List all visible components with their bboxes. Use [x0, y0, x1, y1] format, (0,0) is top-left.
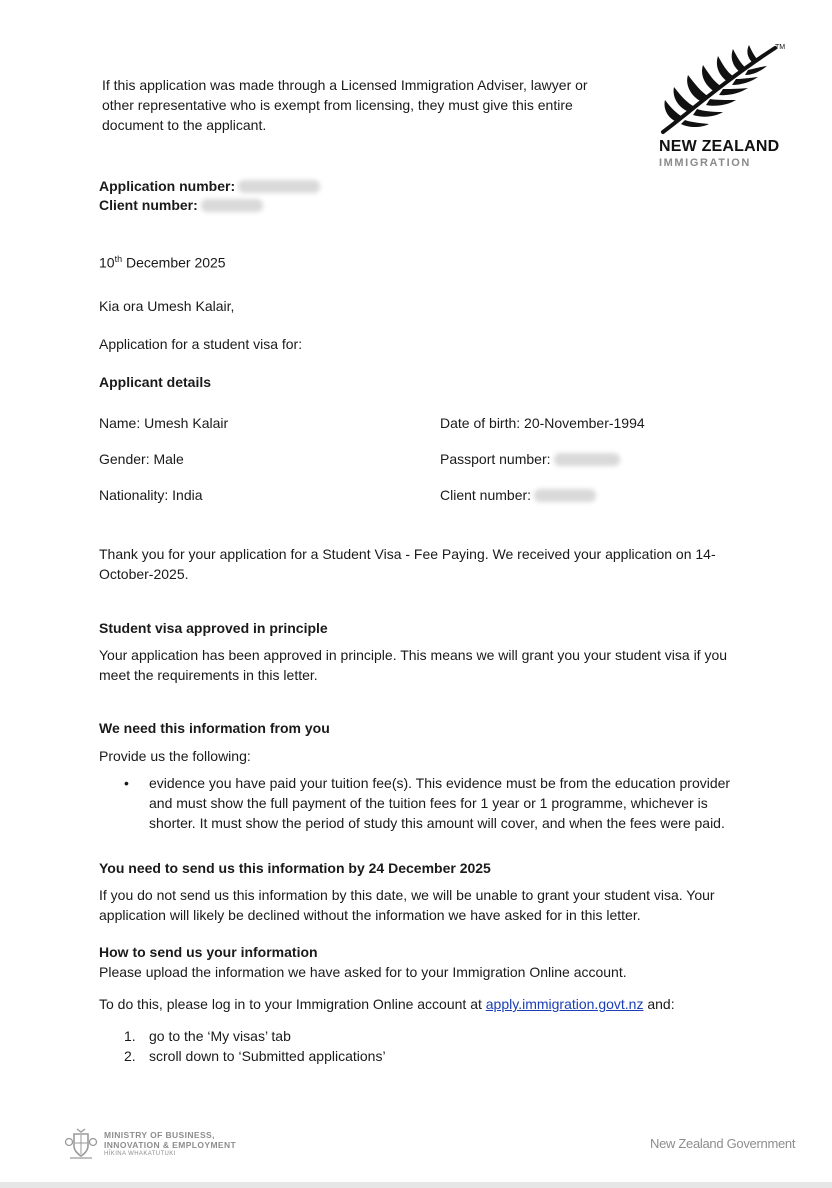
logo-line2: IMMIGRATION [659, 157, 751, 169]
mbie-line1: MINISTRY OF BUSINESS, [104, 1130, 215, 1140]
applicant-client-number: Client number: [440, 485, 596, 505]
redacted-value [534, 489, 596, 502]
applicant-dob: Date of birth: 20-November-1994 [440, 415, 645, 431]
approved-heading: Student visa approved in principle [99, 620, 328, 636]
applicant-details-heading: Applicant details [99, 374, 212, 390]
applicant-nationality: Nationality: India [99, 487, 203, 503]
how-to-heading: How to send us your information [99, 944, 318, 960]
requirements-list [99, 773, 735, 833]
deadline-body: If you do not send us this information by this date, we will be unable to grant your student visa. Your application will likely be declined without the information we have asked for in this letter. [99, 887, 715, 923]
page-bottom-edge [0, 1182, 832, 1188]
trademark-mark: TM [775, 44, 786, 51]
how-to-login: To do this, please log in to your Immigration Online account at apply.immigration.govt.nz and: [99, 996, 675, 1012]
mbie-line2: INNOVATION & EMPLOYMENT [104, 1140, 237, 1150]
need-info-heading: We need this information from you [99, 720, 330, 736]
immigration-online-link[interactable]: apply.immigration.govt.nz [485, 996, 644, 1012]
nz-immigration-logo [655, 44, 790, 174]
deadline-heading: You need to send us this information by 24 December 2025 [99, 860, 491, 876]
intro-note: If this application was made through a Licensed Immigration Adviser, lawyer or other representative who is exempt from licensing, they must give this entire document to the applicant. [102, 77, 588, 133]
silver-fern-icon [657, 44, 787, 136]
list-item: 1. go to the ‘My visas’ tab [124, 1028, 291, 1044]
greeting: Kia ora Umesh Kalair, [99, 298, 235, 314]
client-number: Client number: [99, 195, 263, 215]
application-for: Application for a student visa for: [99, 336, 303, 352]
applicant-gender: Gender: Male [99, 451, 184, 467]
steps-list [99, 1026, 699, 1066]
redacted-value [554, 453, 620, 466]
how-to-upload: Please upload the information we have asked for to your Immigration Online account. [99, 964, 627, 980]
logo-line1: NEW ZEALAND [659, 138, 780, 155]
need-info-intro: Provide us the following: [99, 748, 251, 764]
list-item: • evidence you have paid your tuition fee(s). This evidence must be from the education provider and must show the full payment of the tuition fees for 1 year or 1 programme, whichever is shorter. It must show the period of study this amount will cover, and when the fees were paid. [99, 773, 735, 833]
redacted-value [201, 199, 263, 212]
applicant-name: Name: Umesh Kalair [99, 415, 229, 431]
letter-date: 10th December 2025 [99, 254, 226, 271]
list-item: 2. scroll down to ‘Submitted applications’ [124, 1048, 386, 1064]
application-number: Application number: [99, 176, 320, 196]
redacted-value [238, 180, 320, 193]
applicant-passport: Passport number: [440, 449, 620, 469]
coat-of-arms-icon [64, 1126, 98, 1160]
approved-body: Your application has been approved in principle. This means we will grant you your student visa if you meet the requirements in this letter. [99, 647, 728, 683]
mbie-line3: HĪKINA WHAKATUTUKI [104, 1151, 176, 1157]
thanks-paragraph: Thank you for your application for a Student Visa - Fee Paying. We received your application on 14-October-2025. [99, 546, 716, 582]
mbie-logo [64, 1126, 264, 1162]
nz-government-wordmark: New Zealand Government [650, 1136, 796, 1151]
